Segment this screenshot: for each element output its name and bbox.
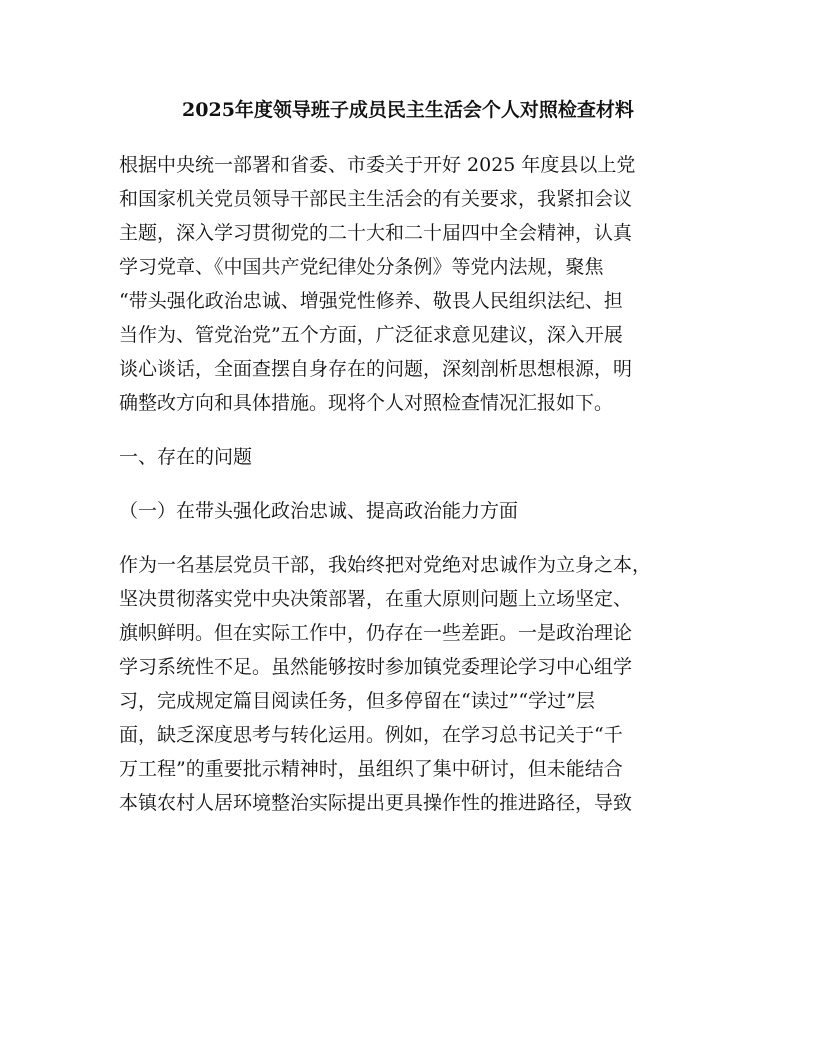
body-paragraph <box>119 548 719 820</box>
document-body <box>119 148 719 820</box>
intro-line: 和国家机关党员领导干部民主生活会的有关要求，我紧扣会议 <box>119 188 633 210</box>
subsection-heading: （一）在带头强化政治忠诚、提高政治能力方面 <box>119 500 519 522</box>
intro-line: 主题，深入学习贯彻党的二十大和二十届四中全会精神，认真 <box>119 222 633 244</box>
section-heading: 一、存在的问题 <box>119 446 253 468</box>
intro-line: 根据中央统一部署和省委、市委关于开好 2025 年度县以上党 <box>119 154 636 176</box>
body-line: 面，缺乏深度思考与转化运用。例如，在学习总书记关于“千 <box>119 724 623 746</box>
body-line: 坚决贯彻落实党中央决策部署，在重大原则问题上立场坚定、 <box>119 588 633 610</box>
intro-line: 学习党章、《中国共产党纪律处分条例》等党内法规，聚焦 <box>119 256 604 278</box>
body-line: 作为一名基层党员干部，我始终把对党绝对忠诚作为立身之本， <box>119 554 652 576</box>
intro-line: “带头强化政治忠诚、增强党性修养、敬畏人民组织法纪、担 <box>119 290 623 312</box>
body-line: 本镇农村人居环境整治实际提出更具操作性的推进路径，导致 <box>119 792 633 814</box>
body-line: 旗帜鲜明。但在实际工作中，仍存在一些差距。一是政治理论 <box>119 622 633 644</box>
intro-paragraph <box>119 148 719 420</box>
body-line: 万工程”的重要批示精神时，虽组织了集中研讨，但未能结合 <box>119 758 623 780</box>
body-line: 习，完成规定篇目阅读任务，但多停留在“读过”“学过”层 <box>119 690 595 712</box>
intro-line: 当作为、管党治党”五个方面，广泛征求意见建议，深入开展 <box>119 324 623 346</box>
document-title: 2025年度领导班子成员民主生活会个人对照检查材料 <box>182 99 634 121</box>
intro-line: 确整改方向和具体措施。现将个人对照检查情况汇报如下。 <box>119 392 614 414</box>
intro-line: 谈心谈话，全面查摆自身存在的问题，深刻剖析思想根源，明 <box>119 358 633 380</box>
body-line: 学习系统性不足。虽然能够按时参加镇党委理论学习中心组学 <box>119 656 633 678</box>
